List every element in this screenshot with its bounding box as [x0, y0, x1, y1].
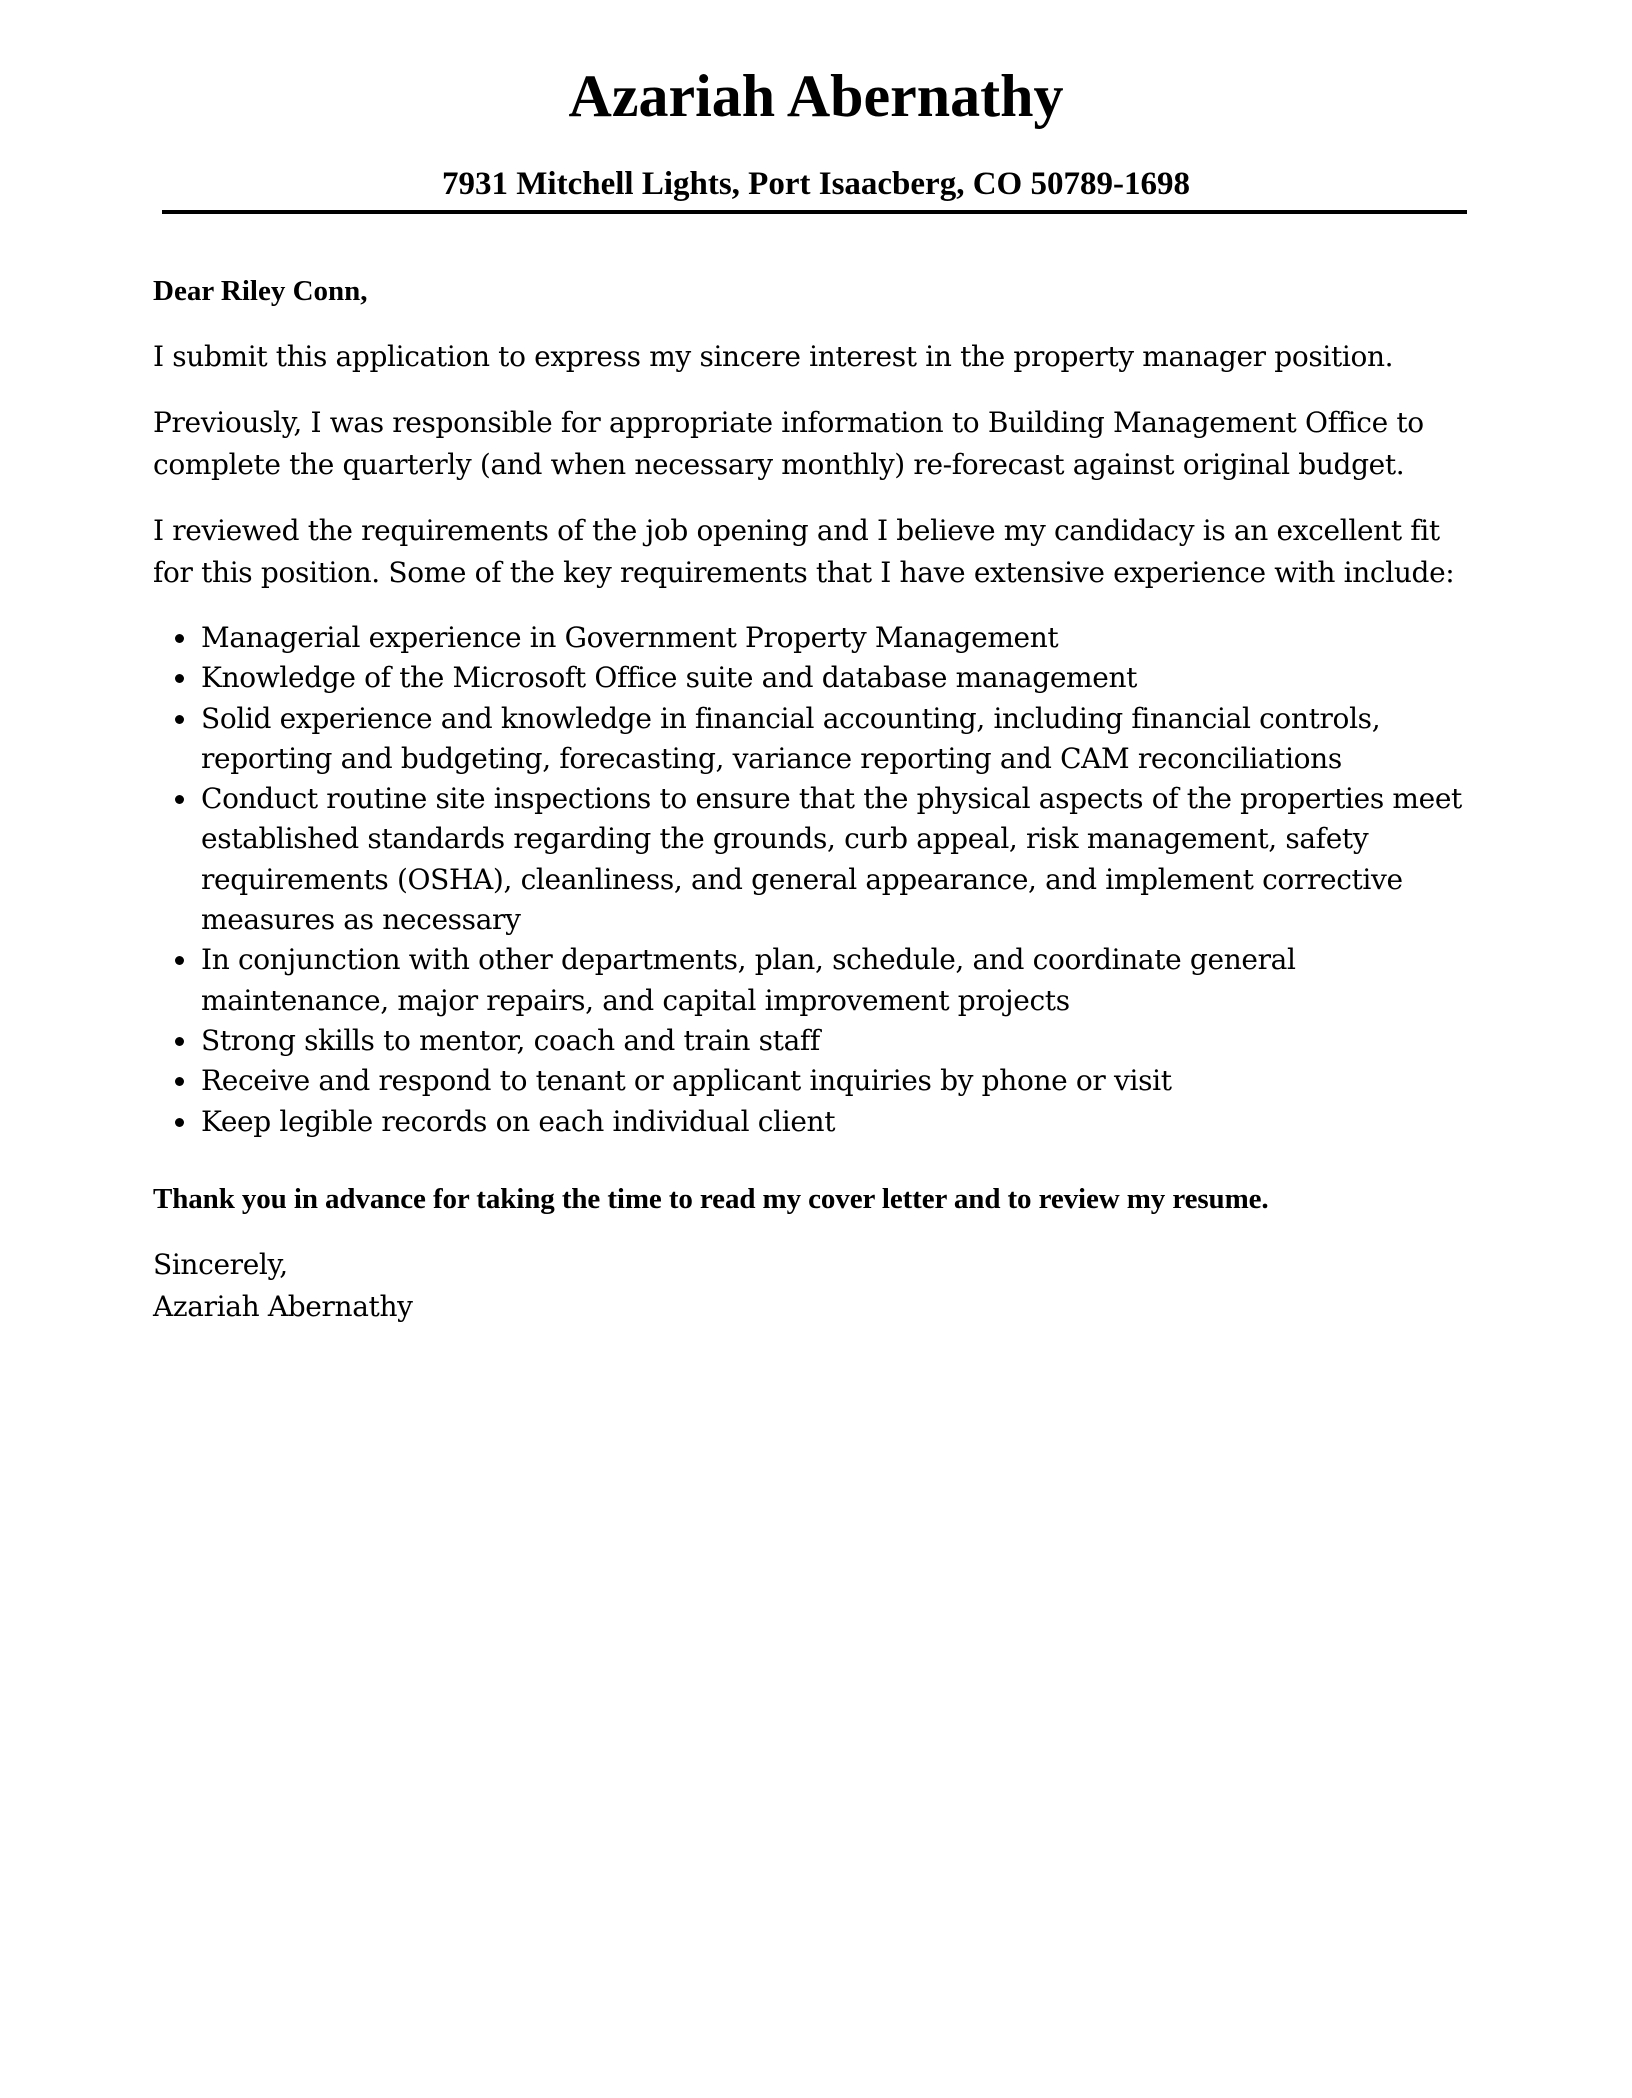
list-item — [201, 658, 1473, 698]
list-item — [201, 618, 1473, 658]
applicant-name: Azariah Abernathy — [568, 63, 1064, 129]
list-item — [201, 779, 1473, 940]
list-item-text: Knowledge of the Microsoft Office suite and database management — [201, 661, 1138, 695]
list-item-text: Receive and respond to tenant or applicant inquiries by phone or visit — [201, 1064, 1172, 1098]
salutation: Dear Riley Conn, — [153, 275, 368, 307]
bullet-icon — [175, 795, 184, 804]
list-item — [201, 1061, 1473, 1101]
bullet-icon — [175, 674, 184, 683]
list-item — [201, 940, 1473, 1021]
list-item-text: Managerial experience in Government Property Management — [201, 621, 1059, 654]
bullet-icon — [175, 634, 184, 643]
requirements-list — [153, 618, 1473, 1142]
list-item-text: Conduct routine site inspections to ensure that the physical aspects of the properties meet established standards regarding the grounds, curb appeal, risk management, safety requirements (OSHA), cleanliness, and general appearance, and implement corrective measures as necessary — [201, 782, 1462, 937]
list-item-text: Strong skills to mentor, coach and train staff — [201, 1023, 820, 1057]
closing-statement: Thank you in advance for taking the time to read my cover letter and to review my resume. — [153, 1182, 1269, 1215]
list-item — [201, 699, 1473, 780]
requirements-paragraph: I reviewed the requirements of the job opening and I believe my candidacy is an excellent fit for this position. Some of the key requirements that I have extensive experience with include: — [153, 514, 1455, 589]
bullet-icon — [175, 1077, 184, 1086]
letter-body — [153, 270, 1473, 1328]
list-item — [201, 1102, 1473, 1142]
list-item — [201, 1021, 1473, 1061]
experience-paragraph: Previously, I was responsible for appropriate information to Building Management Office to complete the quarterly (and when necessary monthly) re-forecast against original budget. — [153, 406, 1424, 481]
header-divider — [162, 210, 1467, 214]
list-item-text: In conjunction with other departments, plan, schedule, and coordinate general maintenance, major repairs, and capital improvement projects — [201, 943, 1296, 1017]
bullet-icon — [175, 1118, 184, 1127]
intro-paragraph: I submit this application to express my sincere interest in the property manager position. — [153, 340, 1394, 373]
applicant-address: 7931 Mitchell Lights, Port Isaacberg, CO 50789-1698 — [442, 166, 1190, 202]
signature-name: Azariah Abernathy — [153, 1289, 413, 1323]
signoff: Sincerely, — [153, 1247, 288, 1281]
bullet-icon — [175, 1037, 184, 1046]
list-item-text: Solid experience and knowledge in financial accounting, including financial controls, reporting and budgeting, forecasting, variance reporting and CAM reconciliations — [201, 701, 1381, 775]
bullet-icon — [175, 715, 184, 724]
bullet-icon — [175, 956, 184, 965]
list-item-text: Keep legible records on each individual client — [201, 1104, 836, 1138]
